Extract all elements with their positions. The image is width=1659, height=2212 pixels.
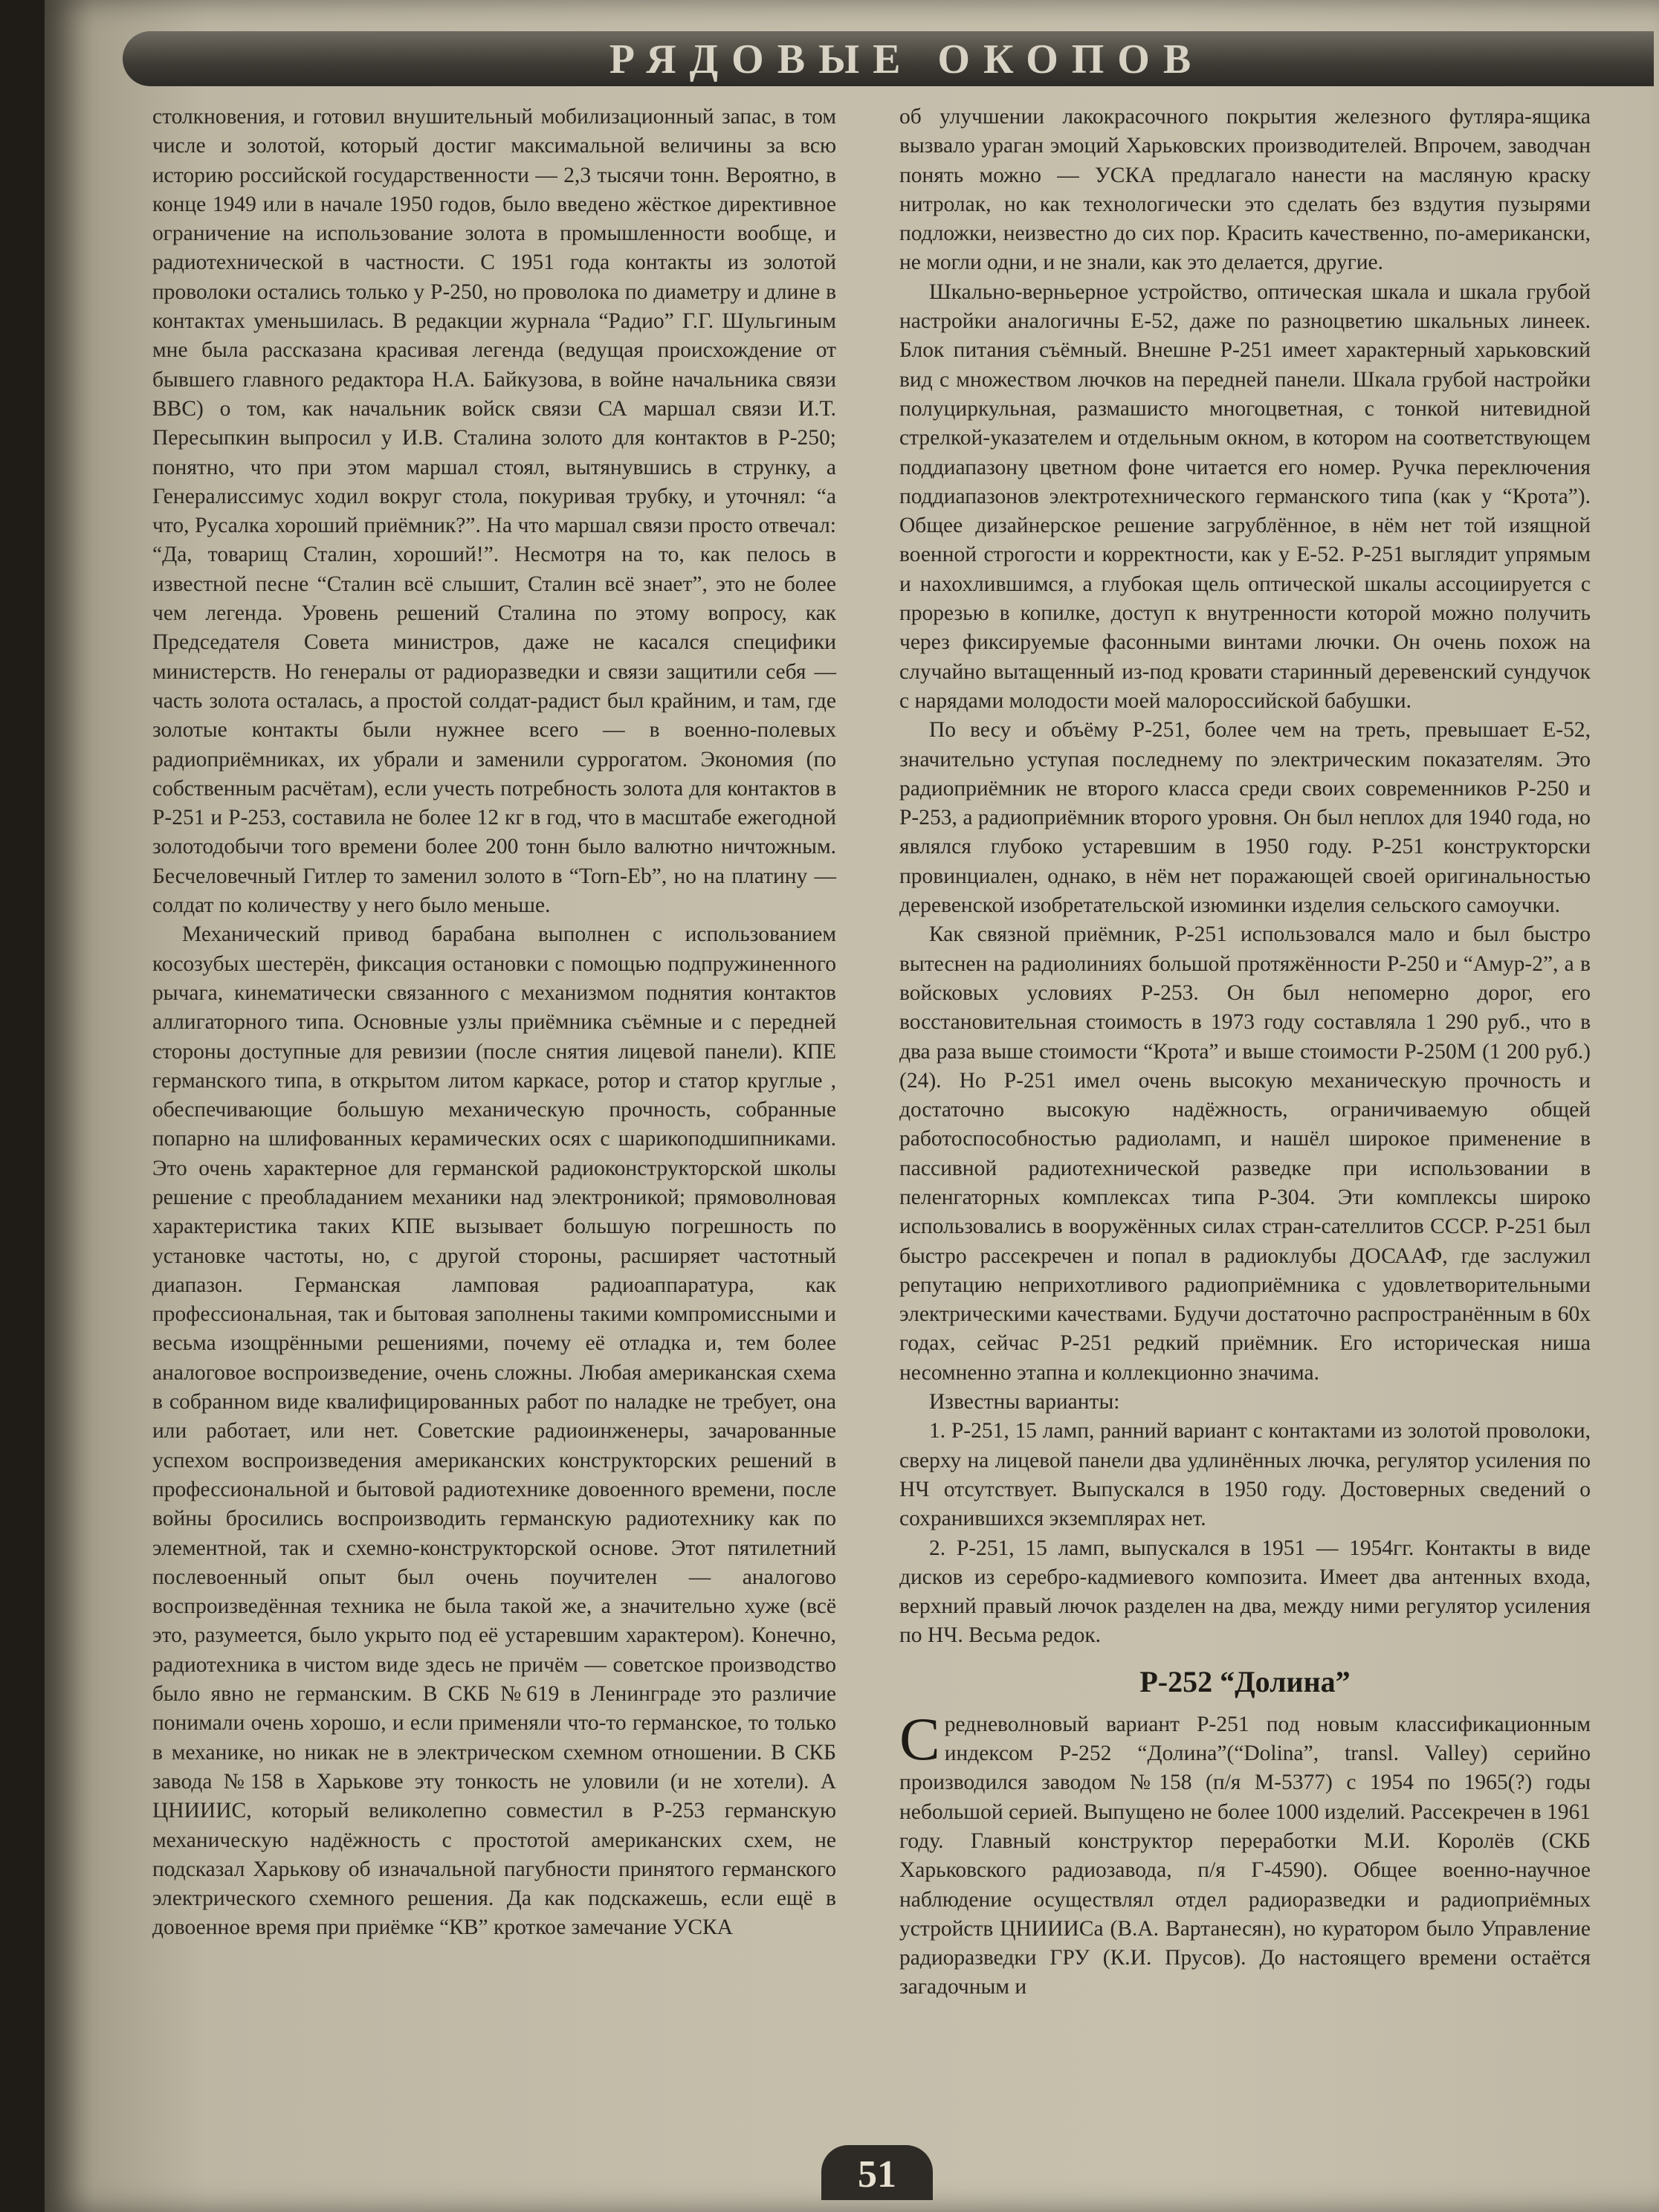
- section-paragraph: [899, 1704, 1591, 2002]
- book-page: [45, 0, 1659, 2212]
- section-text: редневолновый вариант Р-251 под новым классификационным индексом Р-252 “Долина”(“Dolina”, transl. Valley) серийно производился заводом №158 (п/я М-5377) с 1954 по 1965(?) годы небольшой серией. Выпущено не более 1000 изделий. Рассекречен в 1961 году. Главный конструктор переработки М.И. Королёв (СКБ Харьковского радиозавода, п/я Г-4590). Общее военно-научное наблюдение осуществлял отдел радиоразведки и радиоприёмных устройств ЦНИИИСа (В.А. Вартанесян), но куратором было Управление радиоразведки ГРУ (К.И. Прусов). До настоящего времени остаётся загадочным и: [899, 1712, 1591, 1999]
- variant-item: 2. Р-251, 15 ламп, выпускался в 1951 — 1954гг. Контакты в виде дисков из серебро-кадмиевого композита. Имеет два антенных входа, верхний правый лючок разделен на два, между ними регулятор усиления по НЧ. Весьма редок.: [899, 1536, 1591, 1648]
- paragraph: Шкально-верньерное устройство, оптическая шкала и шкала грубой настройки аналогичны Е-52, даже по разноцветию шкальных линеек. Блок питания съёмный. Внешне Р-251 имеет характерный харьковский вид с множеством лючков на передней панели. Шкала грубой настройки полуциркульная, размашисто многоцветная, с тонкой нитевидной стрелкой-указателем и отдельным окном, в котором на соответствующем поддиапазону цветном фоне читается его номер. Ручка переключения поддиапазонов электротехнического германского типа (как у “Крота”). Общее дизайнерское решение загрублённое, в нём нет той изящной военной строгости и корректности, как у Е-52. Р-251 выглядит упрямым и нахохлившимся, а глубокая щель оптической шкалы ассоциируется с прорезью в копилке, доступ к внутренности которой можно получить через фиксируемые фасонными винтами лючки. Он очень похож на случайно вытащенный из-под кровати старинный деревенский сундучок с нарядами молодости моей малороссийской бабушки.: [899, 279, 1591, 713]
- variants-intro: Известны варианты:: [929, 1390, 1120, 1414]
- section-heading: Р-252 “Долина”: [1139, 1664, 1351, 1698]
- page-number: 51: [821, 2145, 933, 2200]
- right-column: [899, 103, 1591, 2002]
- drop-cap: С: [899, 1704, 940, 1773]
- paragraph: Как связной приёмник, Р-251 использовался мало и был быстро вытеснен на радиолиниях большой протяжённости Р-250 и “Амур-2”, а в войсковых условиях Р-253. Он был непомерно дорог, его восстановительная стоимость в 1973 году составляла 1 290 руб., что в два раза выше стоимости “Крота” и выше стоимости Р-250М (1 200 руб.) (24). Но Р-251 имел очень высокую механическую прочность и достаточно высокую надёжность, ограничиваемую общей работоспособностью радиоламп, и нашёл широкое применение в пассивной радиотехнической разведке при использовании в пеленгаторных комплексах типа Р-304. Эти комплексы широко использовались в вооружённых силах стран-сателлитов СССР. Р-251 был быстро рассекречен и попал в радиоклубы ДОСААФ, где заслужил репутацию неприхотливого радиоприёмника с удовлетворительными электрическими качествами. Будучи достаточно распространённым в 60х годах, сейчас Р-251 редкий приёмник. Его историческая ниша несомненно этапна и коллекционно значима.: [899, 922, 1591, 1385]
- paragraph: По весу и объёму Р-251, более чем на треть, превышает Е-52, значительно уступая последнему по электрическим показателям. Это радиоприёмник не второго класса среди своих современников Р-250 и Р-253, а радиоприёмник второго уровня. Он был неплох для 1940 года, но являлся глубоко устаревшим в 1950 году. Р-251 конструкторски провинциален, однако, в нём нет поражающей своей оригинальностью деревенской изобретательской изюминки изделия сельского самоучки.: [899, 718, 1591, 918]
- variant-item: 1. Р-251, 15 ламп, ранний вариант с контактами из золотой проволоки, сверху на лицевой панели два удлинённых лючка, регулятор усиления по НЧ отсутствует. Выпускался в 1950 году. Достоверных сведений о сохранившихся экземплярах нет.: [899, 1419, 1591, 1531]
- running-header-title: РЯДОВЫЕ ОКОПОВ: [609, 36, 1205, 83]
- paragraph: столкновения, и готовил внушительный мобилизационный запас, в том числе и золотой, который достиг максимальной величины за всю историю российской государственности — 2,3 тысячи тонн. Вероятно, в конце 1949 или в начале 1950 годов, было введено жёсткое директивное ограничение на использование золота в промышленности вообще, и радиотехнической в частности. С 1951 года контакты из золотой проволоки остались только у Р-250, но проволока по диаметру и длине в контактах уменьшилась. В редакции журнала “Радио” Г.Г. Шульгиным мне была рассказана красивая легенда (ведущая происхождение от бывшего главного редактора Н.А. Байкузова, в войне начальника связи ВВС) о том, как начальник войск связи СА маршал связи И.Т. Пересыпкин выпросил у И.В. Сталина золото для контактов в Р-250; понятно, что при этом маршал стоял, вытянувшись в струнку, а Генералиссимус ходил вокруг стола, покуривая трубку, и уточнял: “а что, Русалка хороший приёмник?”. На что маршал связи просто отвечал: “Да, товарищ Сталин, хороший!”. Несмотря на то, как пелось в известной песне “Сталин всё слышит, Сталин всё знает”, это не более чем легенда. Уровень решений Сталина по этому вопросу, как Председателя Совета министров, даже не касался специфики министерств. Но генералы от радиоразведки и связи защитили себя — часть золота осталась, а простой солдат-радист был крайним, и там, где золотые контакты были нужнее всего — в военно-полевых радиоприёмниках, их убрали и заменили суррогатом. Экономия (по собственным расчётам), если учесть потребность золота для контактов в Р-251 и Р-253, составила не более 12 кг в год, что в масштабе ежегодной золотодобычи того времени более 200 тонн было валютно ничтожным. Бесчеловечный Гитлер то заменил золото в “Torn-Eb”, но на платину — солдат по количеству у него было меньше.: [152, 105, 836, 918]
- paragraph: Механический привод барабана выполнен с использованием косозубых шестерён, фиксация остановки с помощью подпружиненного рычага, кинематически связанного с механизмом поднятия контактов аллигаторного типа. Основные узлы приёмника съёмные и с передней стороны доступные для ревизии (после снятия лицевой панели). КПЕ германского типа, в открытом литом каркасе, ротор и статор круглые , обеспечивающие большую механическую прочность, собранные попарно на шлифованных керамических осях с шарикоподшипниками. Это очень характерное для германской радиоконструкторской школы решение с преобладанием механики над электроникой; прямоволновая характеристика таких КПЕ вызывает большую погрешность по установке частоты, но, с другой стороны, расширяет частотный диапазон. Германская ламповая радиоаппаратура, как профессиональная, так и бытовая заполнены такими компромиссными и весьма изощрёнными решениями, почему её отладка и, тем более аналоговое воспроизведение, очень сложны. Любая американская схема в собранном виде квалифицированных работ по наладке не требует, она или работает, или нет. Советские радиоинженеры, зачарованные успехом воспроизведения американских конструкторских решений в профессиональной и бытовой радиотехнике довоенного времени, после войны бросились воспроизводить германскую радиотехнику как по элементной, так и схемно-конструкторской основе. Этот пятилетний послевоенный опыт был очень поучителен — аналогово воспроизведённая техника не была такой же, а значительно хуже (всё это, разумеется, было укрыто под её устаревшим характером). Конечно, радиотехника в чистом виде здесь не причём — советское производство было явно не германским. В СКБ №619 в Ленинграде это различие понимали очень хорошо, и если применяли что-то германское, то только в механике, но никак не в электрическом схемном отношении. В СКБ завода №158 в Харькове эту тонкость не уловили (и не хотели). А ЦНИИИС, который великолепно совместил в Р-253 германскую механическую надёжность с простотой американских схем, не подсказал Харькову об изначальной пагубности принятого германского электрического схемного решения. Да как подскажешь, если ещё в довоенное время при приёмке “КВ” кроткое замечание УСКА: [152, 922, 836, 1940]
- paragraph: об улучшении лакокрасочного покрытия железного футляра-ящика вызвало ураган эмоций Харьковских производителей. Впрочем, заводчан понять можно — УСКА предлагало нанести на масляную краску нитролак, но как технологически это сделать без вздутия пузырями подложки, неизвестно до сих пор. Красить качественно, по-американски, не могли одни, и не знали, как это делается, другие.: [899, 105, 1591, 275]
- left-column: [152, 103, 836, 1943]
